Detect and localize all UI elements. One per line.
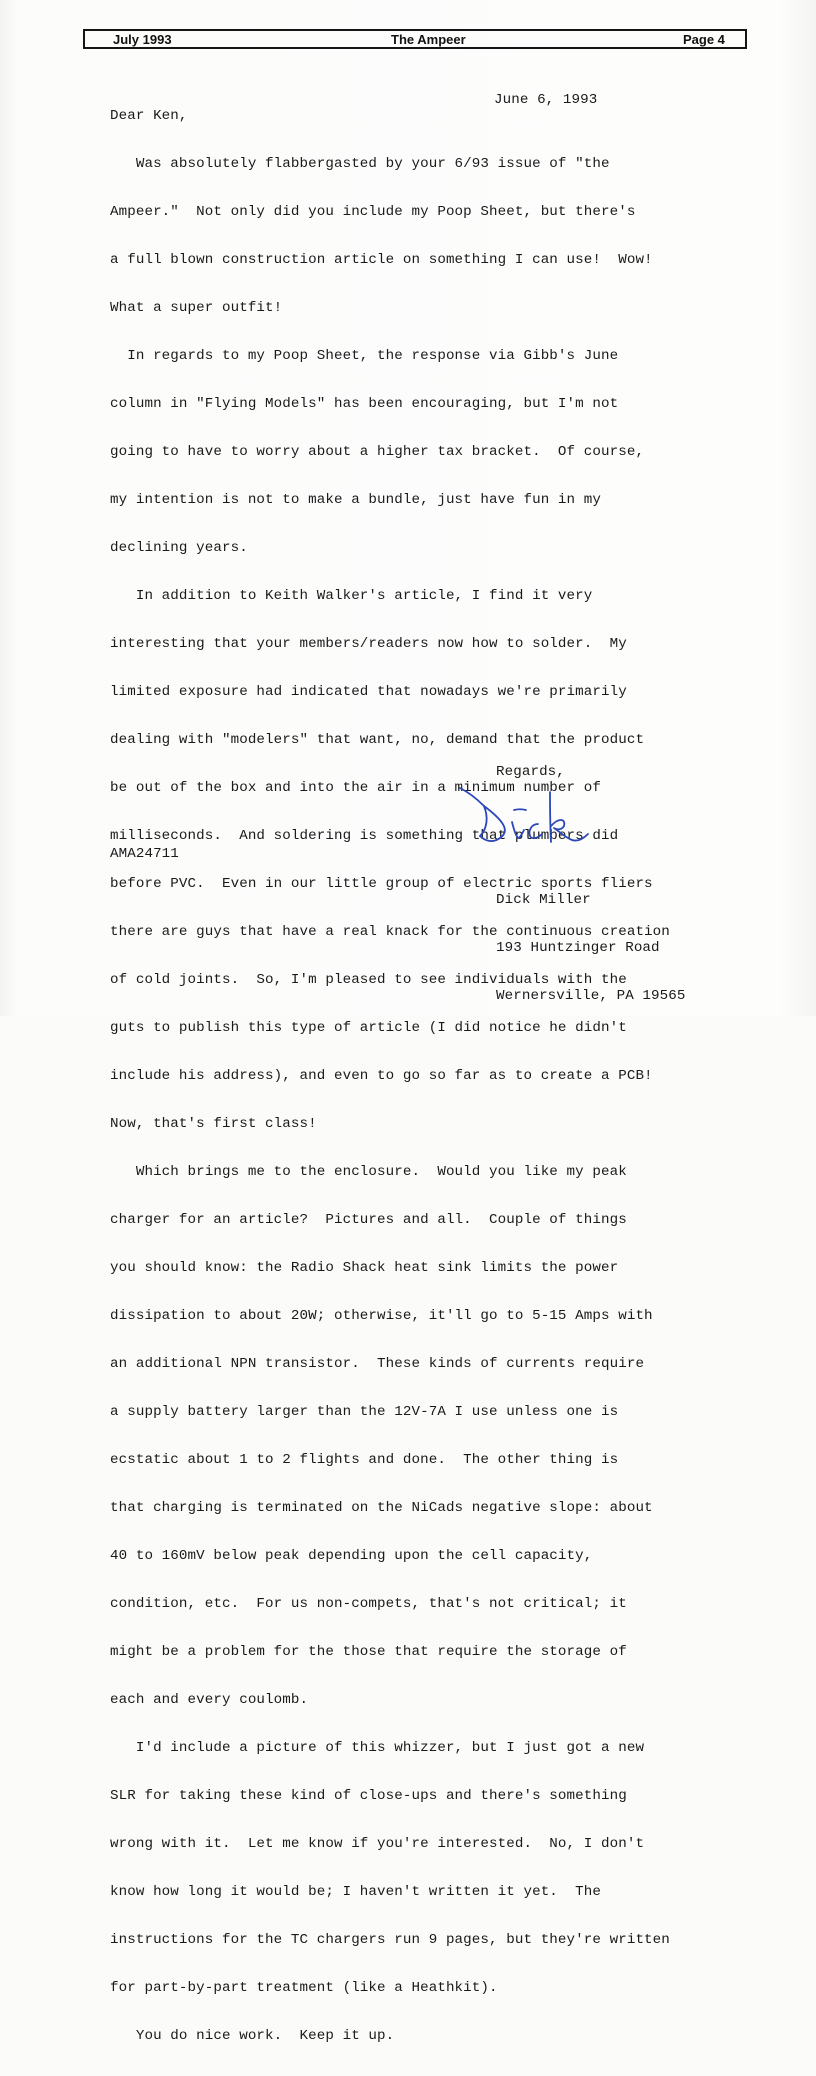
body-line: What a super outfit! bbox=[110, 300, 283, 316]
body-line: instructions for the TC chargers run 9 pages, but they're written bbox=[110, 1932, 670, 1948]
body-line: there are guys that have a real knack for the continuous creation bbox=[110, 924, 670, 940]
body-line: ecstatic about 1 to 2 flights and done. The other thing is bbox=[110, 1452, 619, 1468]
body-line: Was absolutely flabbergasted by your 6/93 issue of "the bbox=[110, 156, 610, 172]
header-date: July 1993 bbox=[113, 32, 172, 47]
body-line: condition, etc. For us non-compets, that's not critical; it bbox=[110, 1596, 627, 1612]
body-line: before PVC. Even in our little group of electric sports fliers bbox=[110, 876, 653, 892]
body-line: milliseconds. And soldering is something that plumbers did bbox=[110, 828, 619, 844]
body-line: SLR for taking these kind of close-ups and there's something bbox=[110, 1788, 627, 1804]
body-line: each and every coulomb. bbox=[110, 1692, 309, 1708]
body-line: my intention is not to make a bundle, just have fun in my bbox=[110, 492, 601, 508]
body-line: declining years. bbox=[110, 540, 248, 556]
body-line: an additional NPN transistor. These kinds of currents require bbox=[110, 1356, 645, 1372]
body-line: might be a problem for the those that require the storage of bbox=[110, 1644, 627, 1660]
body-line: Which brings me to the enclosure. Would you like my peak bbox=[110, 1164, 627, 1180]
letter-salutation: Dear Ken, bbox=[110, 108, 188, 124]
body-line: dissipation to about 20W; otherwise, it'll go to 5-15 Amps with bbox=[110, 1308, 653, 1324]
body-line: for part-by-part treatment (like a Heathkit). bbox=[110, 1980, 498, 1996]
body-line: I'd include a picture of this whizzer, but I just got a new bbox=[110, 1740, 645, 1756]
body-line: a full blown construction article on something I can use! Wow! bbox=[110, 252, 653, 268]
body-line: In addition to Keith Walker's article, I find it very bbox=[110, 588, 593, 604]
header-page-number: Page 4 bbox=[683, 32, 725, 47]
letter-date: June 6, 1993 bbox=[494, 92, 598, 108]
letter-closing: Regards, bbox=[496, 764, 565, 780]
body-line: Ampeer." Not only did you include my Poop Sheet, but there's bbox=[110, 204, 636, 220]
sender-city: Wernersville, PA 19565 bbox=[496, 988, 686, 1004]
body-line: Now, that's first class! bbox=[110, 1116, 317, 1132]
handwritten-signature bbox=[454, 782, 604, 848]
body-line: be out of the box and into the air in a minimum number of bbox=[110, 780, 601, 796]
body-line: You do nice work. Keep it up. bbox=[110, 2028, 395, 2044]
body-line: column in "Flying Models" has been encouraging, but I'm not bbox=[110, 396, 619, 412]
body-line: that charging is terminated on the NiCads negative slope: about bbox=[110, 1500, 653, 1516]
body-line: going to have to worry about a higher tax bracket. Of course, bbox=[110, 444, 645, 460]
body-line: wrong with it. Let me know if you're interested. No, I don't bbox=[110, 1836, 645, 1852]
body-line: interesting that your members/readers now how to solder. My bbox=[110, 636, 627, 652]
body-line: limited exposure had indicated that nowadays we're primarily bbox=[110, 684, 627, 700]
body-line: dealing with "modelers" that want, no, demand that the product bbox=[110, 732, 645, 748]
body-line: of cold joints. So, I'm pleased to see individuals with the bbox=[110, 972, 627, 988]
sender-address bbox=[496, 860, 686, 1036]
body-line: you should know: the Radio Shack heat sink limits the power bbox=[110, 1260, 619, 1276]
sender-street: 193 Huntzinger Road bbox=[496, 940, 660, 956]
body-line: In regards to my Poop Sheet, the response via Gibb's June bbox=[110, 348, 619, 364]
body-line: include his address), and even to go so far as to create a PCB! bbox=[110, 1068, 653, 1084]
body-line: 40 to 160mV below peak depending upon the cell capacity, bbox=[110, 1548, 593, 1564]
sender-name: Dick Miller bbox=[496, 892, 591, 908]
body-line: guts to publish this type of article (I did notice he didn't bbox=[110, 1020, 627, 1036]
body-line: know how long it would be; I haven't written it yet. The bbox=[110, 1884, 601, 1900]
ama-member-number: AMA24711 bbox=[110, 846, 179, 862]
body-line: a supply battery larger than the 12V-7A I use unless one is bbox=[110, 1404, 619, 1420]
letter-body bbox=[110, 124, 670, 2076]
body-line: charger for an article? Pictures and all. Couple of things bbox=[110, 1212, 627, 1228]
header-title: The Ampeer bbox=[391, 32, 466, 47]
page-header bbox=[83, 29, 747, 49]
